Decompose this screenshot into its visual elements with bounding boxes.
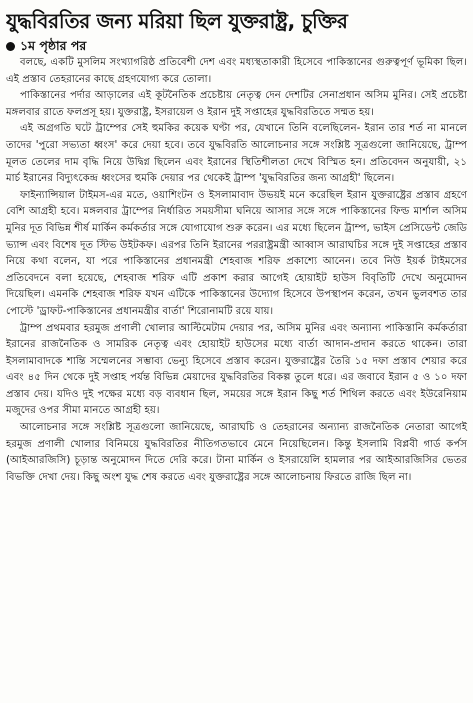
continued-from-page bbox=[6, 38, 467, 54]
paragraph: আলোচনার সঙ্গে সংশ্লিষ্ট সূত্রগুলো জানিয়েছে, আরাঘচি ও তেহরানের অন্যান্য রাজনৈতিক নেতারা আগেই হরমুজ প্রণালী খোলার বিনিময়ে যুদ্ধবিরতির নীতিগতভাবে মেনে নিয়েছিলেন। কিন্তু ইসলামি বিপ্লবী গার্ড কর্পস (আইআরজিসি) চূড়ান্ত অনুমোদন দিতে দেরি করে। টানা মার্কিন ও ইসরায়েলি হামলার পর আইআরজিসির ভেতর বিভক্তি দেখা দেয়। কিছু অংশ যুদ্ধ শেষ করতে এবং যুক্তরাষ্ট্রের সঙ্গে আলোচনায় ফিরতে রাজি ছিল না। bbox=[6, 422, 467, 483]
paragraph: পাকিস্তানের পর্দার আড়ালের এই কূটনৈতিক প্রচেষ্টায় নেতৃত্ব দেন দেশটির সেনাপ্রধান অসিম মুনির। সেই প্রচেষ্টা মঙ্গলবার রাতে ফলপ্রসূ হয়। যুক্তরাষ্ট্র, ইসরায়েল ও ইরান দুই সপ্তাহের যুদ্ধবিরতিতে সম্মত হয়। bbox=[6, 90, 467, 118]
headline: যুদ্ধবিরতির জন্য মরিয়া ছিল যুক্তরাষ্ট্র, চুক্তির bbox=[6, 9, 348, 33]
paragraph: ট্রাম্প প্রথমবার হরমুজ প্রণালী খোলার আল্টিমেটাম দেয়ার পর, অসিম মুনির এবং অন্যান্য পাকিস্তানি কর্মকর্তারা ইরানের রাজনৈতিক ও সামরিক নেতৃত্ব এবং হোয়াইট হাউসের মধ্যে বার্তা আদান-প্রদান করতে থাকেন। তারা ইসলামাবাদকে শান্তি সম্মেলনের সম্ভাব্য ভেন্যু হিসেবে প্রস্তাব করেন। যুক্তরাষ্ট্রের তৈরি ১৫ দফা প্রস্তাব শেয়ার করে এবং ৪৫ দিন থেকে দুই সপ্তাহ পর্যন্ত বিভিন্ন মেয়াদের যুদ্ধবিরতির বিকল্প তুলে ধরে। এর জবাবে ইরান ৫ ও ১০ দফা প্রস্তাব দেয়। যদিও দুই পক্ষের মধ্যে বড় ব্যবধান ছিল, সময়ের সঙ্গে ইরান কিছু শর্ত শিথিল করতে এবং ইউরেনিয়াম মজুদের ওপর সীমা মানতে আগ্রহী হয়। bbox=[6, 322, 467, 417]
continued-label: ১ম পৃষ্ঠার পর bbox=[20, 38, 87, 53]
bullet-icon bbox=[6, 42, 15, 51]
paragraph: ফাইন্যান্সিয়াল টাইমস-এর মতে, ওয়াশিংটন ও ইসলামাবাদ উভয়ই মনে করেছিল ইরান যুক্তরাষ্ট্রের প্রস্তাব গ্রহণে বেশি আগ্রহী হবে। মঙ্গলবার ট্রাম্পের নির্ধারিত সময়সীমা ঘনিয়ে আসার সঙ্গে সঙ্গে পাকিস্তানের ফিল্ড মার্শাল অসিম মুনির দূত বিভিন্ন শীর্ষ মার্কিন কর্মকর্তার সঙ্গে যোগাযোগ শুরু করেন। এর মধ্যে ছিলেন ট্রাম্প, ভাইস প্রেসিডেন্ট জেডি ভ্যান্স এবং বিশেষ দূত স্টিভ উইটকফ। এরপর তিনি ইরানের পররাষ্ট্রমন্ত্রী আব্বাস আরাঘচির সঙ্গে দুই সপ্তাহের প্রস্তাব নিয়ে কথা বলেন, যা পরে পাকিস্তানের প্রধানমন্ত্রী শেহবাজ শরিফ প্রকাশ্যে আনেন। তবে নিউ ইয়র্ক টাইমসের প্রতিবেদনে বলা হয়েছে, শেহবাজ শরিফ এটি প্রকাশ করার আগেই হোয়াইট হাউস বিবৃতিটি দেখে অনুমোদন দিয়েছিল। এমনকি শেহবাজ শরিফ যখন এটিকে পাকিস্তানের উদ্যোগ হিসেবে উপস্থাপন করেন, তখন ভুলবশত তার পোস্টে 'ড্রাফট-পাকিস্তানের প্রধানমন্ত্রীর বার্তা' শিরোনামটি রয়ে যায়। bbox=[6, 189, 467, 317]
paragraph: বলছে, একটি মুসলিম সংখ্যাগরিষ্ঠ প্রতিবেশী দেশ এবং মধ্যস্থতাকারী হিসেবে পাকিস্তানের গুরুত্বপূর্ণ ভূমিকা ছিল। এই প্রস্তাব তেহরানের কাছে গ্রহণযোগ্য করে তোলা। bbox=[6, 57, 467, 85]
article-body bbox=[6, 55, 467, 486]
paragraph: এই অগ্রগতি ঘটে ট্রাম্পের সেই হুমকির কয়েক ঘণ্টা পর, যেখানে তিনি বলেছিলেন- ইরান তার শর্ত না মানলে তাদের 'পুরো সভ্যতা ধ্বংস' করে দেয়া হবে। তবে যুদ্ধবিরতি আলোচনার সঙ্গে সংশ্লিষ্ট সূত্রগুলো জানিয়েছে, ট্রাম্প মূলত তেলের দাম বৃদ্ধি নিয়ে উদ্বিগ্ন ছিলেন এবং ইরানের স্থিতিশীলতা দেখে বিস্মিত হন। প্রতিবেদন অনুযায়ী, ২১ মার্চ ইরানের বিদ্যুৎকেন্দ্র ধ্বংসের হুমকি দেয়ার পর থেকেই ট্রাম্প 'যুদ্ধবিরতির জন্য আগ্রহী' ছিলেন। bbox=[6, 123, 467, 185]
